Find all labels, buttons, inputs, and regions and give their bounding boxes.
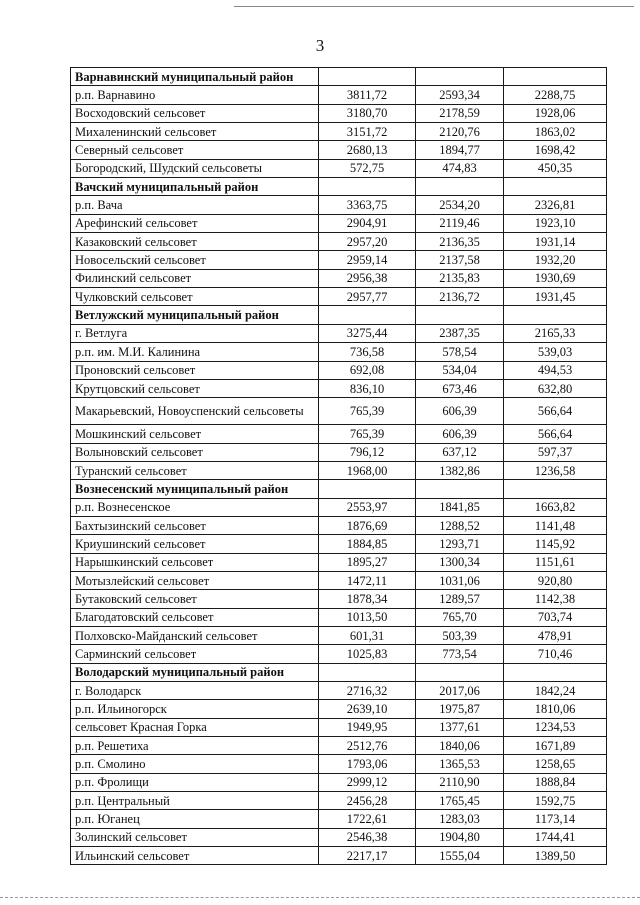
value-cell-3: 539,03 (504, 343, 607, 361)
value-cell-3: 566,64 (504, 398, 607, 425)
settlement-name-cell: Казаковский сельсовет (71, 233, 319, 251)
settlement-name-cell: р.п. Вознесенское (71, 498, 319, 516)
value-cell-3: 1389,50 (504, 847, 607, 865)
settlement-name-cell: р.п. Вача (71, 196, 319, 214)
value-cell-1: 1876,69 (319, 516, 416, 534)
value-cell-3: 1928,06 (504, 104, 607, 122)
district-name-cell: Володарский муниципальный район (71, 663, 319, 681)
value-cell-3: 1234,53 (504, 718, 607, 736)
table-row (71, 324, 607, 342)
value-cell-3: 478,91 (504, 626, 607, 644)
tariff-table (70, 67, 607, 865)
value-cell-3: 1931,45 (504, 288, 607, 306)
settlement-name-cell: Сарминский сельсовет (71, 645, 319, 663)
value-cell-2: 2387,35 (416, 324, 504, 342)
value-cell-1: 2956,38 (319, 269, 416, 287)
district-name-cell: Варнавинский муниципальный район (71, 68, 319, 86)
value-cell-3: 632,80 (504, 379, 607, 397)
table-row (71, 269, 607, 287)
value-cell-1: 1949,95 (319, 718, 416, 736)
table-row (71, 461, 607, 479)
value-cell-2: 765,70 (416, 608, 504, 626)
value-cell-2 (416, 68, 504, 86)
value-cell-1 (319, 178, 416, 196)
value-cell-1: 765,39 (319, 425, 416, 443)
settlement-name-cell: р.п. Варнавино (71, 86, 319, 104)
value-cell-1: 1025,83 (319, 645, 416, 663)
value-cell-2: 673,46 (416, 379, 504, 397)
value-cell-3: 2288,75 (504, 86, 607, 104)
value-cell-2 (416, 480, 504, 498)
value-cell-3: 1744,41 (504, 828, 607, 846)
table-row (71, 590, 607, 608)
value-cell-3: 920,80 (504, 571, 607, 589)
settlement-name-cell: р.п. Юганец (71, 810, 319, 828)
value-cell-1: 2904,91 (319, 214, 416, 232)
value-cell-3 (504, 663, 607, 681)
value-cell-1: 2957,20 (319, 233, 416, 251)
value-cell-2 (416, 306, 504, 324)
value-cell-2: 1841,85 (416, 498, 504, 516)
value-cell-2: 1382,86 (416, 461, 504, 479)
settlement-name-cell: р.п. Ильиногорск (71, 700, 319, 718)
value-cell-3: 1145,92 (504, 535, 607, 553)
table-row (71, 86, 607, 104)
district-name-cell: Вознесенский муниципальный район (71, 480, 319, 498)
value-cell-2: 1288,52 (416, 516, 504, 534)
value-cell-3: 1930,69 (504, 269, 607, 287)
table-row (71, 104, 607, 122)
settlement-name-cell: Арефинский сельсовет (71, 214, 319, 232)
value-cell-2: 1894,77 (416, 141, 504, 159)
value-cell-2: 534,04 (416, 361, 504, 379)
value-cell-2: 474,83 (416, 159, 504, 177)
table-row (71, 755, 607, 773)
table-row (71, 608, 607, 626)
value-cell-3: 1931,14 (504, 233, 607, 251)
settlement-name-cell: сельсовет Красная Горка (71, 718, 319, 736)
top-rule (234, 6, 634, 7)
settlement-name-cell: г. Володарск (71, 682, 319, 700)
table-row (71, 123, 607, 141)
value-cell-3: 1923,10 (504, 214, 607, 232)
table-row (71, 737, 607, 755)
table-row (71, 516, 607, 534)
value-cell-2: 1840,06 (416, 737, 504, 755)
table-row (71, 398, 607, 425)
value-cell-2: 2017,06 (416, 682, 504, 700)
value-cell-1: 1895,27 (319, 553, 416, 571)
table-row (71, 361, 607, 379)
settlement-name-cell: р.п. им. М.И. Калинина (71, 343, 319, 361)
value-cell-3: 1671,89 (504, 737, 607, 755)
value-cell-3: 1842,24 (504, 682, 607, 700)
settlement-name-cell: Золинский сельсовет (71, 828, 319, 846)
value-cell-1: 3151,72 (319, 123, 416, 141)
page-number: 3 (315, 36, 325, 55)
value-cell-3: 566,64 (504, 425, 607, 443)
table-row (71, 443, 607, 461)
value-cell-1: 2959,14 (319, 251, 416, 269)
value-cell-3 (504, 68, 607, 86)
settlement-name-cell: Северный сельсовет (71, 141, 319, 159)
value-cell-1: 2716,32 (319, 682, 416, 700)
table-row (71, 196, 607, 214)
value-cell-1: 2999,12 (319, 773, 416, 791)
settlement-name-cell: Макарьевский, Новоуспенский сельсоветы (71, 398, 319, 425)
table-row (71, 828, 607, 846)
value-cell-3 (504, 306, 607, 324)
table-row (71, 425, 607, 443)
table-row (71, 626, 607, 644)
value-cell-3 (504, 480, 607, 498)
value-cell-1: 1013,50 (319, 608, 416, 626)
value-cell-1: 836,10 (319, 379, 416, 397)
settlement-name-cell: Ильинский сельсовет (71, 847, 319, 865)
value-cell-2: 2137,58 (416, 251, 504, 269)
table-row (71, 847, 607, 865)
value-cell-3: 1592,75 (504, 792, 607, 810)
value-cell-1: 2217,17 (319, 847, 416, 865)
table-row (71, 141, 607, 159)
table-row (71, 645, 607, 663)
value-cell-2: 606,39 (416, 425, 504, 443)
settlement-name-cell: р.п. Решетиха (71, 737, 319, 755)
value-cell-2: 1283,03 (416, 810, 504, 828)
value-cell-1: 796,12 (319, 443, 416, 461)
value-cell-2: 2135,83 (416, 269, 504, 287)
value-cell-3: 1863,02 (504, 123, 607, 141)
settlement-name-cell: Мошкинский сельсовет (71, 425, 319, 443)
value-cell-1: 1878,34 (319, 590, 416, 608)
value-cell-1: 2680,13 (319, 141, 416, 159)
value-cell-1: 1793,06 (319, 755, 416, 773)
value-cell-2: 503,39 (416, 626, 504, 644)
district-row (71, 68, 607, 86)
value-cell-1: 765,39 (319, 398, 416, 425)
value-cell-3: 1141,48 (504, 516, 607, 534)
value-cell-1 (319, 306, 416, 324)
value-cell-1: 2957,77 (319, 288, 416, 306)
district-row (71, 480, 607, 498)
table-row (71, 792, 607, 810)
settlement-name-cell: г. Ветлуга (71, 324, 319, 342)
value-cell-2: 637,12 (416, 443, 504, 461)
settlement-name-cell: Крутцовский сельсовет (71, 379, 319, 397)
district-row (71, 178, 607, 196)
value-cell-2: 578,54 (416, 343, 504, 361)
value-cell-3: 1142,38 (504, 590, 607, 608)
value-cell-1: 3363,75 (319, 196, 416, 214)
value-cell-3 (504, 178, 607, 196)
table-row (71, 571, 607, 589)
settlement-name-cell: Проновский сельсовет (71, 361, 319, 379)
value-cell-1 (319, 68, 416, 86)
value-cell-2: 2534,20 (416, 196, 504, 214)
settlement-name-cell: Филинский сельсовет (71, 269, 319, 287)
table-row (71, 159, 607, 177)
settlement-name-cell: Волыновский сельсовет (71, 443, 319, 461)
value-cell-2: 1365,53 (416, 755, 504, 773)
value-cell-1: 601,31 (319, 626, 416, 644)
table-row (71, 498, 607, 516)
value-cell-3: 1698,42 (504, 141, 607, 159)
value-cell-2: 2593,34 (416, 86, 504, 104)
value-cell-2: 1377,61 (416, 718, 504, 736)
value-cell-1: 1968,00 (319, 461, 416, 479)
settlement-name-cell: р.п. Центральный (71, 792, 319, 810)
value-cell-2: 2136,72 (416, 288, 504, 306)
value-cell-2: 1289,57 (416, 590, 504, 608)
table-row (71, 288, 607, 306)
value-cell-1: 1722,61 (319, 810, 416, 828)
value-cell-2: 606,39 (416, 398, 504, 425)
value-cell-2: 1031,06 (416, 571, 504, 589)
table-row (71, 682, 607, 700)
table-row (71, 553, 607, 571)
settlement-name-cell: Восходовский сельсовет (71, 104, 319, 122)
value-cell-3: 703,74 (504, 608, 607, 626)
value-cell-2: 1765,45 (416, 792, 504, 810)
settlement-name-cell: Чулковский сельсовет (71, 288, 319, 306)
value-cell-1: 736,58 (319, 343, 416, 361)
value-cell-1 (319, 663, 416, 681)
settlement-name-cell: Туранский сельсовет (71, 461, 319, 479)
value-cell-3: 1151,61 (504, 553, 607, 571)
district-row (71, 663, 607, 681)
settlement-name-cell: Богородский, Шудский сельсоветы (71, 159, 319, 177)
district-name-cell: Вачский муниципальный район (71, 178, 319, 196)
value-cell-2 (416, 663, 504, 681)
settlement-name-cell: р.п. Смолино (71, 755, 319, 773)
value-cell-2: 1975,87 (416, 700, 504, 718)
value-cell-1: 2456,28 (319, 792, 416, 810)
value-cell-3: 597,37 (504, 443, 607, 461)
value-cell-2: 2119,46 (416, 214, 504, 232)
value-cell-1: 2546,38 (319, 828, 416, 846)
settlement-name-cell: Бутаковский сельсовет (71, 590, 319, 608)
settlement-name-cell: Новосельский сельсовет (71, 251, 319, 269)
settlement-name-cell: Михаленинский сельсовет (71, 123, 319, 141)
table-row (71, 233, 607, 251)
table-row (71, 700, 607, 718)
bottom-rule (0, 897, 640, 898)
value-cell-2: 1293,71 (416, 535, 504, 553)
settlement-name-cell: Мотызлейский сельсовет (71, 571, 319, 589)
value-cell-1: 1472,11 (319, 571, 416, 589)
value-cell-3: 1236,58 (504, 461, 607, 479)
value-cell-2: 2178,59 (416, 104, 504, 122)
value-cell-1: 2512,76 (319, 737, 416, 755)
value-cell-1: 1884,85 (319, 535, 416, 553)
value-cell-1: 692,08 (319, 361, 416, 379)
table-row (71, 343, 607, 361)
value-cell-1: 2639,10 (319, 700, 416, 718)
value-cell-1: 2553,97 (319, 498, 416, 516)
value-cell-2: 1555,04 (416, 847, 504, 865)
settlement-name-cell: Благодатовский сельсовет (71, 608, 319, 626)
district-row (71, 306, 607, 324)
value-cell-3: 494,53 (504, 361, 607, 379)
value-cell-2: 2120,76 (416, 123, 504, 141)
value-cell-2 (416, 178, 504, 196)
table-row (71, 535, 607, 553)
settlement-name-cell: Криушинский сельсовет (71, 535, 319, 553)
value-cell-1: 572,75 (319, 159, 416, 177)
value-cell-3: 450,35 (504, 159, 607, 177)
district-name-cell: Ветлужский муниципальный район (71, 306, 319, 324)
settlement-name-cell: Нарышкинский сельсовет (71, 553, 319, 571)
value-cell-3: 1663,82 (504, 498, 607, 516)
value-cell-2: 2136,35 (416, 233, 504, 251)
table-row (71, 718, 607, 736)
value-cell-1 (319, 480, 416, 498)
value-cell-2: 1904,80 (416, 828, 504, 846)
value-cell-1: 3811,72 (319, 86, 416, 104)
value-cell-3: 1810,06 (504, 700, 607, 718)
value-cell-2: 2110,90 (416, 773, 504, 791)
value-cell-3: 1932,20 (504, 251, 607, 269)
value-cell-2: 773,54 (416, 645, 504, 663)
value-cell-3: 1258,65 (504, 755, 607, 773)
settlement-name-cell: Полховско-Майданский сельсовет (71, 626, 319, 644)
value-cell-1: 3180,70 (319, 104, 416, 122)
settlement-name-cell: р.п. Фролищи (71, 773, 319, 791)
value-cell-1: 3275,44 (319, 324, 416, 342)
value-cell-3: 1888,84 (504, 773, 607, 791)
settlement-name-cell: Бахтызинский сельсовет (71, 516, 319, 534)
table-row (71, 251, 607, 269)
table-row (71, 379, 607, 397)
table-row (71, 773, 607, 791)
value-cell-3: 710,46 (504, 645, 607, 663)
table-row (71, 214, 607, 232)
value-cell-3: 2326,81 (504, 196, 607, 214)
value-cell-3: 1173,14 (504, 810, 607, 828)
value-cell-2: 1300,34 (416, 553, 504, 571)
table-row (71, 810, 607, 828)
value-cell-3: 2165,33 (504, 324, 607, 342)
